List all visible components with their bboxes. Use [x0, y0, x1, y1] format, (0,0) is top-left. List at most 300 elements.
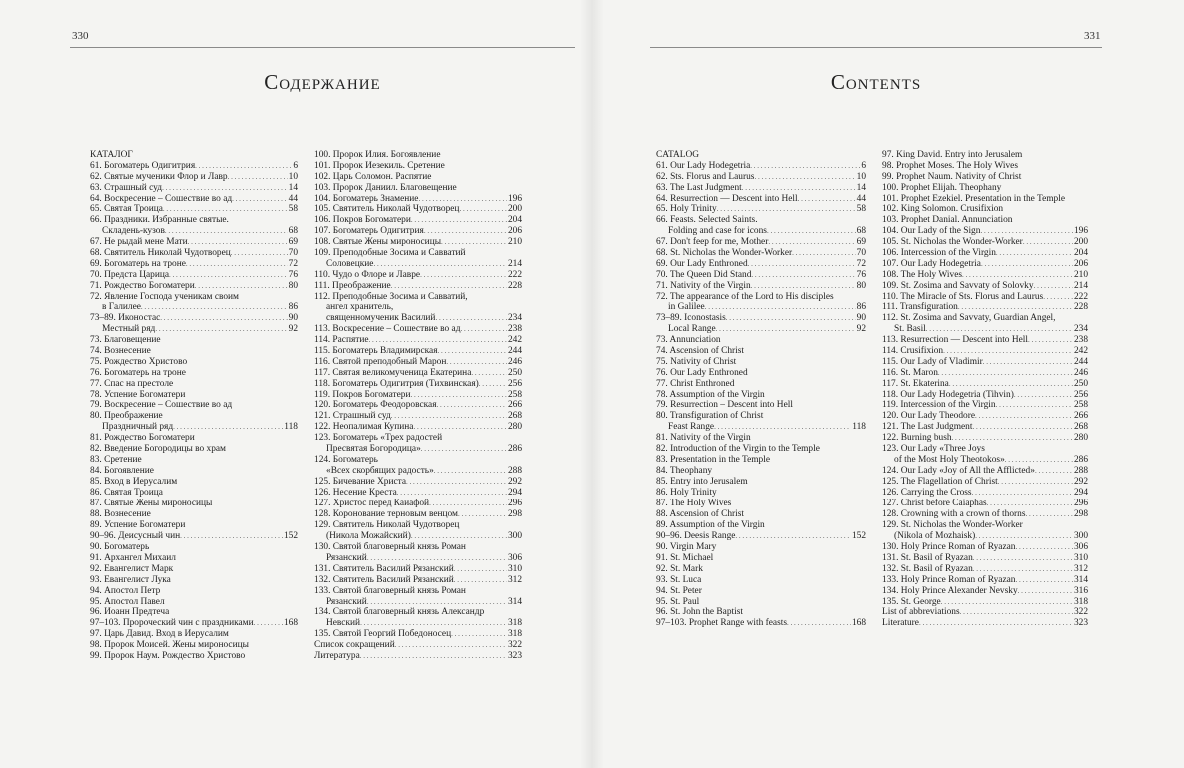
toc-entry-title: 65. Святая Троица: [90, 204, 163, 215]
toc-entry-page: 196: [507, 193, 522, 204]
toc-entry: [90, 281, 298, 292]
toc-entry-title: Folding and case for icons: [668, 226, 767, 237]
toc-entry: [314, 629, 522, 640]
toc-entry: [656, 172, 866, 183]
toc-entry: [314, 499, 522, 510]
toc-entry: [314, 237, 522, 248]
toc-entry: [314, 433, 522, 444]
toc-entry: [882, 488, 1088, 499]
toc-entry-page: 152: [283, 531, 298, 542]
toc-entry-title: «Всех скорбящих радость»: [326, 465, 434, 476]
toc-entry-page: 280: [507, 422, 522, 433]
dot-leader: [418, 194, 506, 205]
dot-leader: [983, 357, 1073, 368]
toc-entry: [882, 324, 1088, 335]
toc-entry: [656, 226, 866, 237]
toc-entry-page: 118: [852, 422, 866, 433]
toc-entry-page: 234: [1073, 324, 1088, 335]
toc-entry: [882, 161, 1088, 172]
toc-entry: [656, 346, 866, 357]
toc-entry-title: 130. Holy Prince Roman of Ryazan: [882, 542, 1016, 553]
toc-entry-title: 65. Holy Trinity: [656, 204, 717, 215]
toc-entry-title: 75. Рождество Христово: [90, 356, 188, 367]
toc-entry-page: 244: [507, 346, 522, 357]
dot-leader: [960, 607, 1073, 618]
toc-entry-page: 298: [1073, 509, 1088, 520]
toc-entry-title: Рязанский: [326, 552, 367, 563]
dot-leader: [391, 281, 507, 292]
toc-entry: [882, 618, 1088, 629]
toc-entry-title: 114. Crusifixion: [882, 346, 944, 357]
dot-leader: [750, 161, 860, 172]
dot-leader: [748, 259, 856, 270]
toc-entry-title: 121. The Last Judgment: [882, 422, 973, 433]
dot-leader: [714, 422, 851, 433]
toc-entry: [656, 466, 866, 477]
toc-entry-page: 312: [1073, 563, 1088, 574]
toc-entry-title: 118. Our Lady Hodegetria (Tihvin): [882, 389, 1014, 400]
dot-leader: [958, 302, 1073, 313]
toc-entry-title: 132. Святитель Василий Рязанский: [314, 574, 454, 585]
dot-leader: [1025, 509, 1072, 520]
contents-title-ru: Содержание: [264, 70, 381, 94]
toc-entry: [314, 161, 522, 172]
toc-entry-page: 228: [507, 280, 522, 291]
toc-entry-page: 214: [1073, 280, 1088, 291]
toc-entry: [882, 390, 1088, 401]
toc-entry: [314, 390, 522, 401]
toc-entry-page: 300: [507, 531, 522, 542]
toc-entry-title: 128. Crowning with a crown of thorns: [882, 509, 1026, 520]
toc-entry: [90, 575, 298, 586]
toc-entry-page: 80: [856, 280, 866, 291]
toc-entry-title: 83. Сретение: [90, 454, 142, 465]
toc-entry-title: 93. St. Luca: [656, 574, 702, 585]
toc-entry-page: 323: [507, 650, 522, 661]
toc-entry: [314, 640, 522, 651]
dot-leader: [173, 422, 283, 433]
toc-entry-page: 70: [288, 248, 298, 258]
dot-leader: [943, 346, 1073, 357]
toc-entry-title: 87. The Holy Wives: [656, 498, 732, 509]
toc-entry-title: 76. Богоматерь на троне: [90, 367, 186, 378]
dot-leader: [411, 215, 507, 226]
toc-entry-title: 116. St. Maron: [882, 367, 938, 378]
toc-entry: [90, 520, 298, 531]
toc-entry-title: 61. Our Lady Hodegetria: [656, 160, 751, 171]
toc-entry-title: 89. Успение Богоматери: [90, 520, 186, 531]
toc-entry: [314, 379, 522, 390]
dot-leader: [975, 531, 1073, 542]
toc-entry: [882, 204, 1088, 215]
toc-entry: [314, 248, 522, 259]
toc-entry-page: 168: [851, 618, 866, 629]
toc-entry-title: Список сокращений: [314, 640, 395, 651]
toc-entry-title: 79. Resurrection – Descent into Hell: [656, 400, 793, 411]
toc-entry-title: 112. St. Zosima and Savvaty, Guardian Angel,: [882, 313, 1056, 324]
toc-entry-title: 134. Holy Prince Alexander Nevsky: [882, 585, 1018, 596]
toc-column-left-2: [314, 150, 522, 662]
toc-entry: [656, 281, 866, 292]
toc-entry-page: 204: [1073, 248, 1088, 258]
dot-leader: [180, 531, 283, 542]
toc-entry-title: 85. Вход в Иерусалим: [90, 476, 178, 487]
toc-entry: [314, 651, 522, 662]
toc-entry-page: 242: [1073, 346, 1088, 357]
toc-entry-title: 72. Явление Господа ученикам своим: [90, 291, 239, 302]
toc-entry: [90, 150, 298, 161]
toc-entry-title: 98. Prophet Moses. The Holy Wives: [882, 160, 1018, 171]
toc-entry-page: 238: [507, 324, 522, 335]
dot-leader: [717, 204, 856, 215]
toc-entry: [656, 204, 866, 215]
toc-entry-title: Рязанский: [326, 596, 367, 607]
toc-entry: [882, 215, 1088, 226]
toc-entry: [656, 564, 866, 575]
toc-entry: [656, 553, 866, 564]
dot-leader: [360, 651, 507, 662]
toc-entry-title: 129. Святитель Николай Чудотворец: [314, 520, 460, 531]
toc-entry-title: 119. Покров Богоматери: [314, 389, 411, 400]
toc-entry: [314, 368, 522, 379]
toc-entry: [90, 172, 298, 183]
toc-entry: [314, 455, 522, 466]
dot-leader: [406, 477, 507, 488]
toc-entry: [314, 270, 522, 281]
toc-entry-title: 131. Святитель Василий Рязанский: [314, 563, 454, 574]
toc-entry-title: 62. Sts. Florus and Laurus: [656, 171, 755, 182]
toc-entry-page: 322: [1073, 607, 1088, 618]
toc-entry: [656, 531, 866, 542]
toc-entry-title: 62. Святые мученики Флор и Лавр: [90, 171, 228, 182]
toc-entry-title: 121. Страшный суд: [314, 411, 391, 422]
toc-entry: [314, 150, 522, 161]
toc-entry: [656, 477, 866, 488]
toc-entry-page: 268: [1073, 422, 1088, 433]
dot-leader: [429, 499, 507, 510]
toc-entry-page: 286: [507, 444, 522, 455]
toc-entry: [656, 455, 866, 466]
toc-entry: [882, 575, 1088, 586]
dot-leader: [751, 270, 855, 281]
toc-entry-title: 103. Пророк Даниил. Благовещение: [314, 182, 457, 193]
toc-entry: [314, 313, 522, 324]
dot-leader: [962, 270, 1073, 281]
dot-leader: [458, 509, 507, 520]
toc-column-right-2: [882, 150, 1088, 629]
toc-entry: [90, 640, 298, 651]
dot-leader: [437, 400, 507, 411]
toc-entry-title: 134. Святой благоверный князь Александр: [314, 607, 485, 618]
toc-entry-title: 105. Святитель Николай Чудотворец: [314, 204, 460, 215]
toc-entry: [656, 488, 866, 499]
toc-entry-title: 116. Святой преподобный Марон: [314, 356, 447, 367]
dot-leader: [751, 281, 856, 292]
toc-entry: [656, 313, 866, 324]
toc-entry: [656, 422, 866, 433]
toc-entry-page: 234: [507, 313, 522, 324]
toc-entry-page: 210: [507, 237, 522, 248]
toc-entry-title: 123. Богоматерь «Трех радостей: [314, 433, 443, 444]
toc-entry: [314, 411, 522, 422]
toc-entry-title: 100. Prophet Elijah. Theophany: [882, 182, 1002, 193]
toc-entry-title: 85. Entry into Jerusalem: [656, 476, 748, 487]
toc-entry: [882, 411, 1088, 422]
toc-entry-page: 76: [856, 269, 866, 280]
toc-entry: [90, 302, 298, 313]
toc-entry: [656, 357, 866, 368]
toc-entry-page: 250: [1073, 378, 1088, 389]
dot-leader: [162, 183, 288, 194]
toc-entry-title: 123. Our Lady «Three Joys: [882, 444, 985, 455]
toc-entry-title: 130. Святой благоверный князь Роман: [314, 542, 466, 553]
page-number-right: 331: [1084, 30, 1101, 42]
toc-entry-page: 118: [284, 422, 298, 433]
toc-entry-title: 96. Иоанн Предтеча: [90, 607, 170, 618]
toc-entry: [882, 281, 1088, 292]
toc-entry-page: 294: [1073, 487, 1088, 498]
dot-leader: [373, 259, 506, 270]
toc-entry-page: 238: [1073, 335, 1088, 346]
toc-entry: [656, 390, 866, 401]
toc-entry-page: 318: [1073, 596, 1088, 607]
dot-leader: [424, 226, 507, 237]
toc-entry-page: 268: [507, 411, 522, 422]
toc-entry-page: 312: [507, 574, 522, 585]
toc-entry-title: 92. Евангелист Марк: [90, 563, 174, 574]
dot-leader: [441, 237, 507, 248]
toc-entry-title: 84. Theophany: [656, 465, 713, 476]
toc-entry-title: 78. Assumption of the Virgin: [656, 389, 765, 400]
toc-entry: [656, 302, 866, 313]
dot-leader: [1023, 237, 1073, 248]
toc-entry: [882, 499, 1088, 510]
toc-entry-title: CATALOG: [656, 150, 699, 160]
toc-entry-page: 256: [507, 378, 522, 389]
toc-entry-title: 132. St. Basil of Ryazan: [882, 563, 973, 574]
toc-entry-title: 97–103. Prophet Range with feasts: [656, 618, 787, 629]
toc-entry: [314, 444, 522, 455]
dot-leader: [792, 248, 856, 259]
toc-entry: [882, 183, 1088, 194]
toc-entry: [656, 575, 866, 586]
toc-entry-title: 110. The Miracle of Sts. Florus and Laurus: [882, 291, 1044, 302]
toc-entry: [882, 248, 1088, 259]
toc-entry-page: 242: [507, 335, 522, 346]
toc-entry: [314, 259, 522, 270]
toc-entry-title: in Galilee: [668, 302, 705, 313]
toc-entry-page: 70: [856, 248, 866, 258]
toc-entry: [656, 368, 866, 379]
toc-entry-title: 74. Вознесение: [90, 346, 151, 357]
dot-leader: [996, 400, 1073, 411]
toc-entry-page: 168: [283, 618, 298, 629]
toc-entry: [882, 150, 1088, 161]
toc-entry-title: 80. Transfiguration of Christ: [656, 411, 764, 422]
toc-entry-page: 266: [1073, 411, 1088, 422]
toc-entry-title: 113. Воскресение – Сошествие во ад: [314, 324, 461, 335]
toc-entry: [882, 400, 1088, 411]
toc-entry: [90, 259, 298, 270]
toc-entry-page: 222: [507, 269, 522, 280]
toc-entry: [882, 444, 1088, 455]
toc-entry-title: 78. Успение Богоматери: [90, 389, 186, 400]
toc-entry: [314, 422, 522, 433]
toc-entry-title: 120. Our Lady Theodore: [882, 411, 976, 422]
dot-leader: [397, 488, 507, 499]
toc-entry: [90, 433, 298, 444]
toc-entry-title: 125. The Flagellation of Christ: [882, 476, 998, 487]
toc-entry-page: 206: [1073, 258, 1088, 269]
toc-entry-page: 298: [507, 509, 522, 520]
toc-entry-title: 112. Преподобные Зосима и Савватий,: [314, 291, 468, 302]
toc-entry-page: 69: [288, 237, 298, 248]
toc-entry: [314, 400, 522, 411]
toc-entry-page: 316: [1073, 585, 1088, 596]
toc-entry-page: 246: [1073, 367, 1088, 378]
toc-entry: [656, 607, 866, 618]
toc-entry: [656, 509, 866, 520]
toc-entry-title: Складень-кузов: [102, 226, 165, 237]
toc-entry: [882, 194, 1088, 205]
toc-entry: [882, 477, 1088, 488]
toc-entry-title: 67. Don't feep for me, Mother: [656, 237, 769, 248]
toc-entry: [90, 215, 298, 226]
toc-entry-title: 102. Царь Соломон. Распятие: [314, 171, 432, 182]
toc-entry-title: 103. Prophet Danial. Annunciation: [882, 215, 1013, 226]
toc-entry-title: 104. Богоматерь Знамение: [314, 193, 419, 204]
toc-entry-page: 310: [1073, 552, 1088, 563]
dot-leader: [163, 204, 288, 215]
toc-entry-title: 94. St. Peter: [656, 585, 702, 596]
toc-entry: [90, 346, 298, 357]
toc-entry-page: 266: [507, 400, 522, 411]
dot-leader: [926, 324, 1073, 335]
toc-entry-title: 63. The Last Judgment: [656, 182, 742, 193]
toc-entry-page: 44: [856, 193, 866, 204]
toc-entry: [90, 357, 298, 368]
toc-entry: [882, 357, 1088, 368]
dot-leader: [195, 281, 288, 292]
toc-entry: [314, 618, 522, 629]
toc-entry: [314, 553, 522, 564]
dot-leader: [395, 640, 507, 651]
toc-entry-page: 280: [1073, 433, 1088, 444]
toc-entry-title: 96. St. John the Baptist: [656, 607, 743, 618]
toc-entry-title: 64. Resurrection — Descent into Hell: [656, 193, 798, 204]
toc-entry-page: 10: [288, 171, 298, 182]
toc-entry-title: 80. Преображение: [90, 411, 163, 422]
dot-leader: [479, 379, 507, 390]
dot-leader: [420, 270, 507, 281]
dot-leader: [949, 379, 1073, 390]
toc-entry-page: 222: [1073, 291, 1088, 302]
dot-leader: [169, 270, 288, 281]
toc-entry: [90, 335, 298, 346]
toc-entry-title: 122. Неопалимая Купина: [314, 422, 414, 433]
dot-leader: [367, 597, 507, 608]
toc-entry-title: 90. Virgin Mary: [656, 542, 717, 553]
toc-entry: [314, 597, 522, 608]
toc-entry-page: 310: [507, 563, 522, 574]
dot-leader: [981, 259, 1073, 270]
toc-entry-page: 92: [288, 324, 298, 335]
toc-entry-title: 86. Святая Троица: [90, 487, 163, 498]
dot-leader: [232, 194, 287, 205]
dot-leader: [972, 422, 1072, 433]
dot-leader: [998, 477, 1073, 488]
toc-entry-title: 97–103. Пророческий чин с праздниками: [90, 618, 254, 629]
toc-entry-title: Соловецкие: [326, 258, 374, 269]
toc-entry: [90, 313, 298, 324]
dot-leader: [435, 313, 507, 324]
toc-entry-page: 72: [856, 258, 866, 269]
toc-entry-title: 73–89. Иконостас: [90, 313, 161, 324]
toc-entry: [882, 270, 1088, 281]
dot-leader: [716, 324, 856, 335]
page-number-left: 330: [72, 30, 89, 42]
dot-leader: [972, 488, 1073, 499]
toc-entry-page: 322: [507, 640, 522, 651]
toc-entry-title: 81. Рождество Богоматери: [90, 433, 195, 444]
toc-entry-title: 114. Распятие: [314, 335, 369, 346]
dot-leader: [411, 390, 507, 401]
dot-leader: [952, 433, 1073, 444]
toc-entry-title: 126. Несение Креста: [314, 487, 397, 498]
toc-entry-page: 152: [851, 531, 866, 542]
toc-entry: [314, 564, 522, 575]
dot-leader: [787, 618, 851, 629]
toc-entry-title: 98. Пророк Моисей. Жены мироносицы: [90, 640, 249, 651]
toc-entry-title: 99. Prophet Naum. Nativity of Christ: [882, 171, 1022, 182]
toc-entry-title: 111. Transfiguration: [882, 302, 958, 313]
toc-entry: [90, 553, 298, 564]
toc-entry-page: 250: [507, 367, 522, 378]
toc-entry-title: 124. Богоматерь: [314, 454, 378, 465]
toc-entry-title: 117. Святая великомученица Екатерина: [314, 367, 472, 378]
toc-entry: [882, 531, 1088, 542]
toc-entry: [90, 204, 298, 215]
toc-entry: [90, 564, 298, 575]
toc-entry-title: КАТАЛОГ: [90, 150, 133, 160]
toc-entry-page: 68: [288, 226, 298, 237]
toc-entry: [882, 346, 1088, 357]
toc-entry-page: 90: [288, 313, 298, 324]
toc-entry: [90, 422, 298, 433]
toc-entry: [882, 335, 1088, 346]
dot-leader: [919, 618, 1073, 629]
toc-entry: [90, 488, 298, 499]
dot-leader: [1018, 586, 1073, 597]
toc-entry-title: 73. Благовещение: [90, 335, 161, 346]
toc-entry: [882, 433, 1088, 444]
toc-entry: [90, 292, 298, 303]
toc-entry-title: 70. The Queen Did Stand: [656, 269, 752, 280]
toc-entry: [656, 248, 866, 259]
toc-entry-title: 131. St. Basil of Ryazan: [882, 552, 973, 563]
toc-entry-page: 200: [507, 204, 522, 215]
toc-entry: [882, 368, 1088, 379]
toc-entry-page: 72: [288, 258, 298, 269]
dot-leader: [367, 553, 507, 564]
header-rule-right: [650, 47, 1102, 48]
toc-entry: [90, 237, 298, 248]
toc-entry-title: 95. St. Paul: [656, 596, 700, 607]
toc-entry-title: Literature: [882, 618, 919, 629]
toc-entry-title: 86. Holy Trinity: [656, 487, 717, 498]
toc-entry-title: 91. St. Michael: [656, 552, 714, 563]
toc-entry-title: Пресвятая Богородица»: [326, 444, 421, 455]
